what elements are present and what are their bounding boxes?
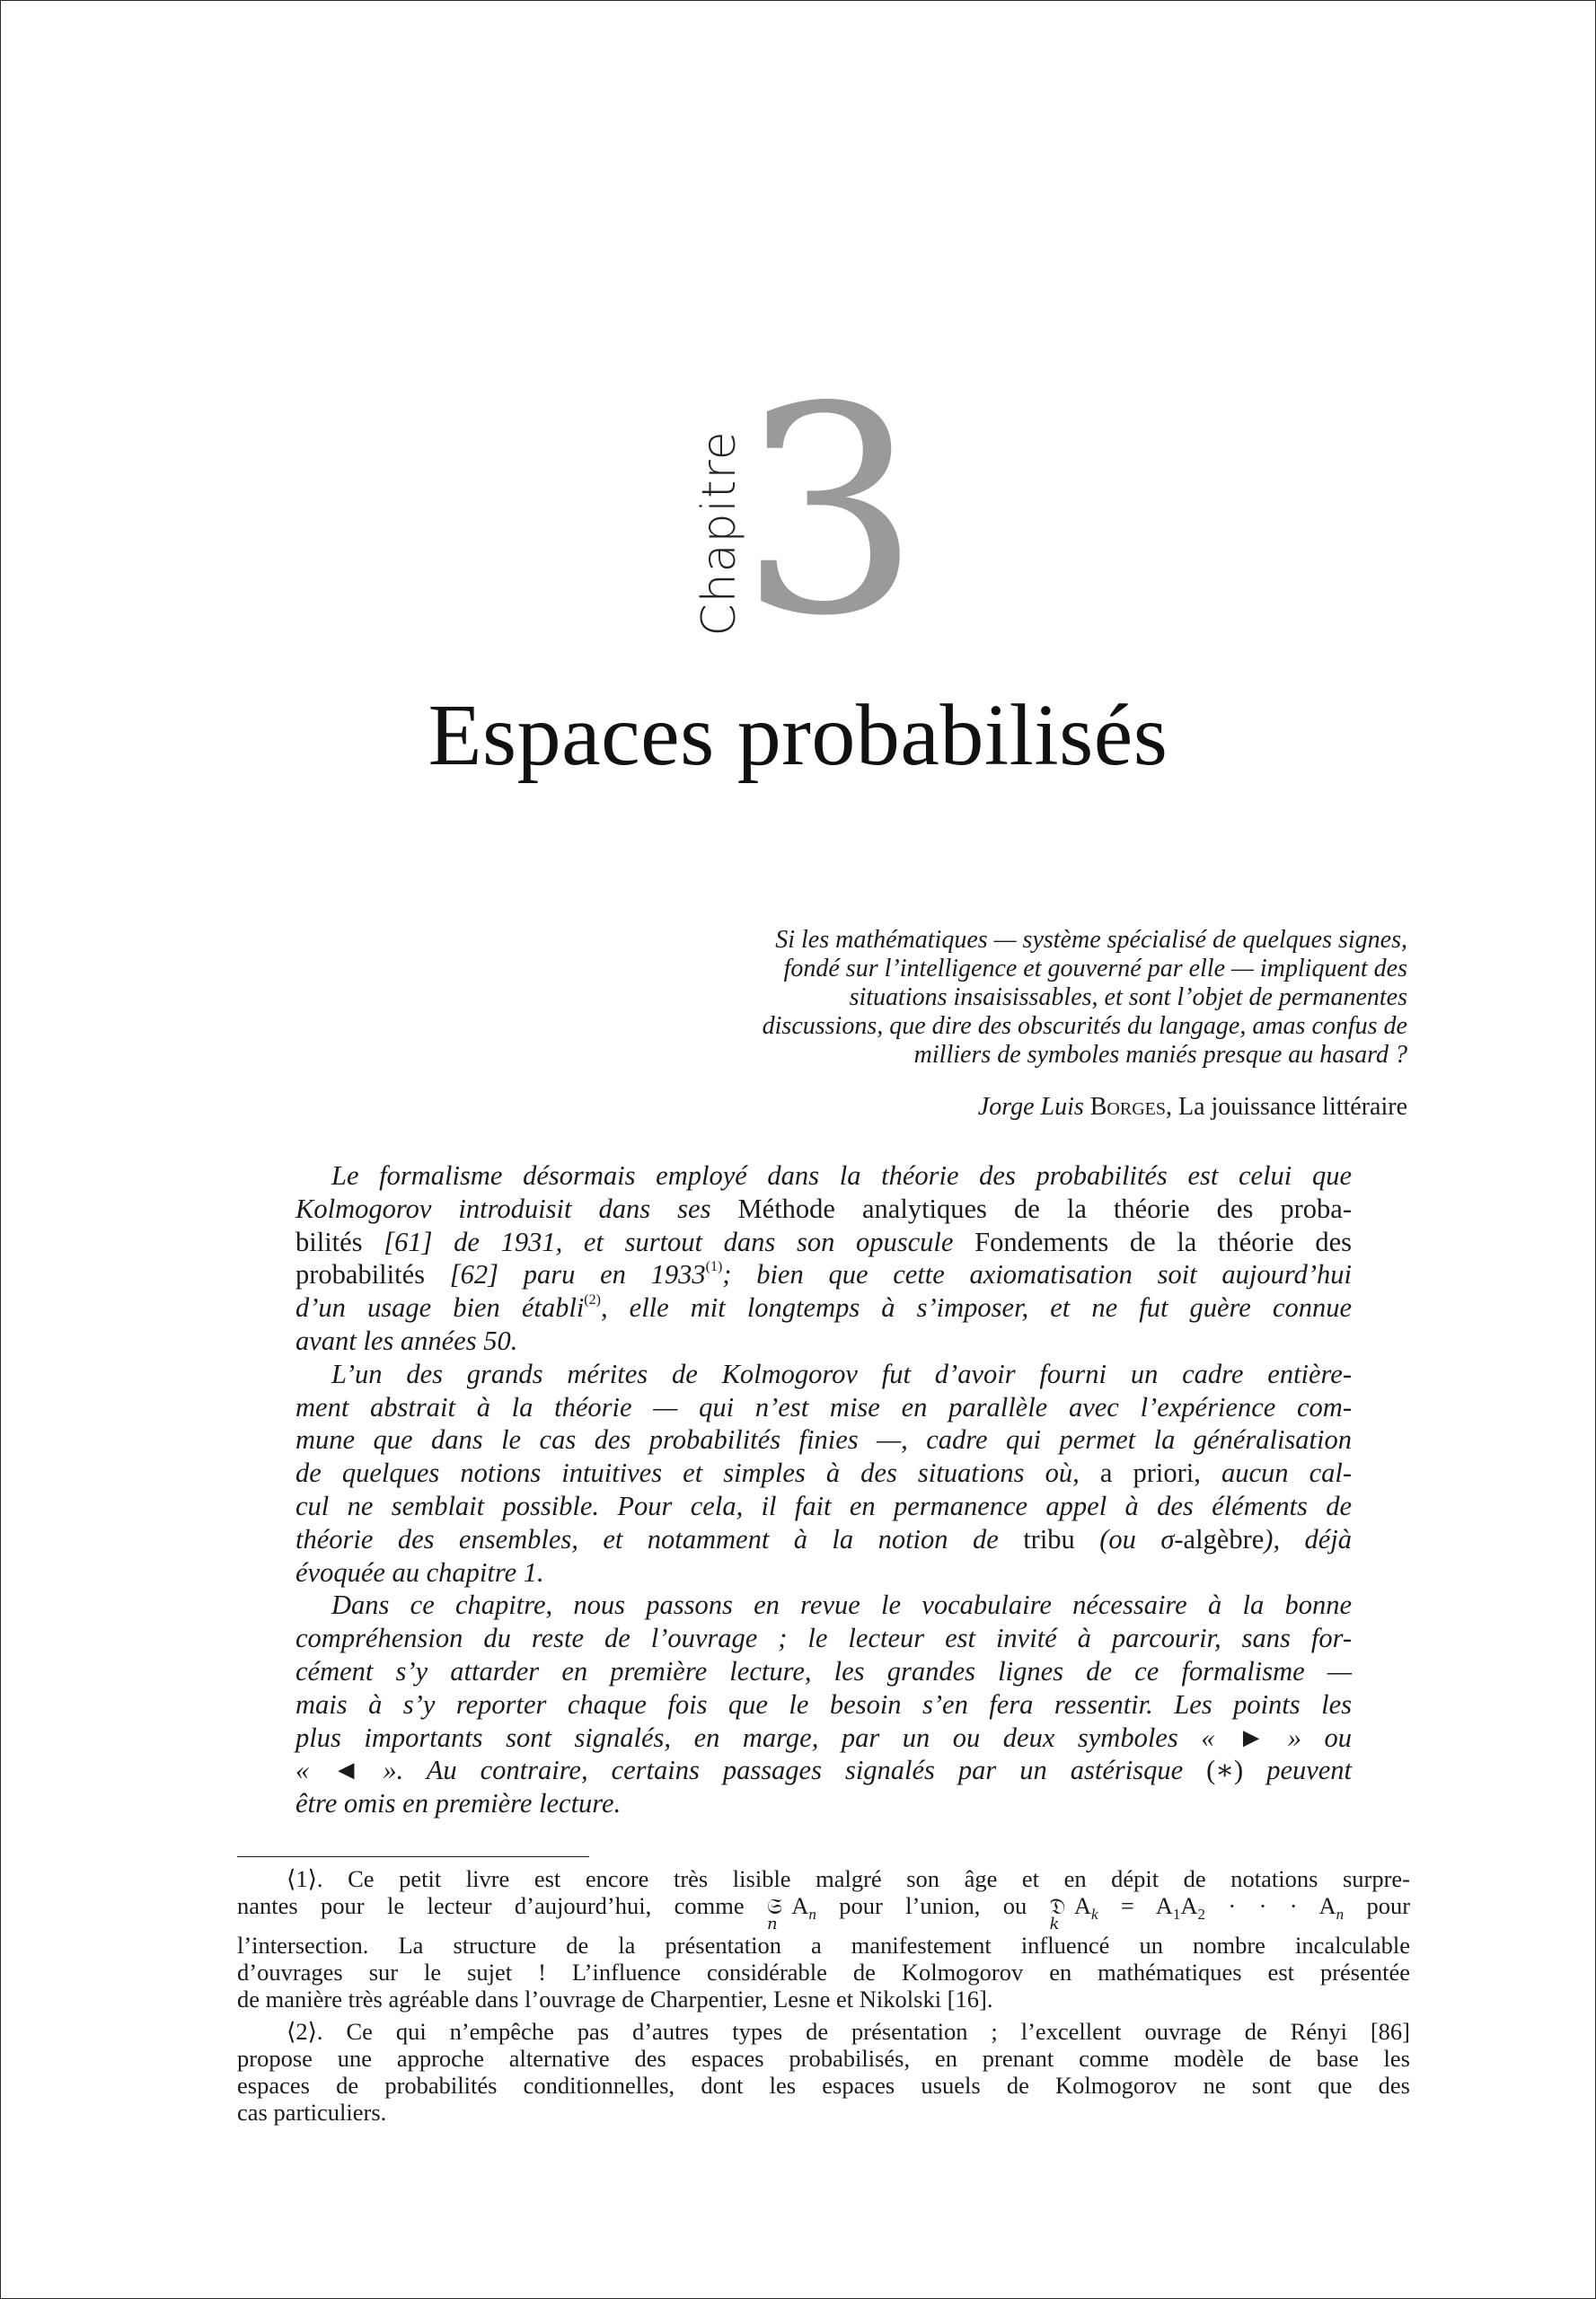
text-run: être omis en première lecture. [295, 1788, 622, 1819]
book-title: Méthode analytiques de la théorie des proba- [737, 1193, 1353, 1224]
footnote-marker[interactable]: (2) [584, 1292, 601, 1308]
text-run: l’intersection. La structure de la présentation a manifestement influencé un nombre incalculable [237, 1932, 1410, 1959]
union-operator [766, 1893, 787, 1933]
math-expression [1070, 1892, 1345, 1923]
chapter-title: Espaces probabilisés [428, 687, 1168, 784]
footnote-separator [237, 1856, 589, 1857]
body-line [295, 1787, 1352, 1820]
footnote-1 [237, 1865, 1410, 2013]
math-var: = A [1120, 1892, 1173, 1919]
text-run: mais à s’y reporter chaque fois que le besoin s’en fera ressentir. Les points les [295, 1688, 1352, 1720]
footnote-line [237, 2018, 1410, 2045]
body-line [295, 1258, 1352, 1291]
text-run: évoquée au chapitre 1. [295, 1556, 544, 1588]
body-line [295, 1722, 1352, 1755]
intersection-operator [1049, 1893, 1070, 1933]
text-run: compréhension du reste de l’ouvrage ; le lecteur est invité à parcourir, sans for- [295, 1623, 1352, 1654]
text-run: ment abstrait à la théorie — qui n’est mise en parallèle avec l’expérience com- [295, 1391, 1352, 1423]
math-var: A [1180, 1892, 1198, 1919]
text-run: de manière très agréable dans l’ouvrage de Charpentier, Lesne et Nikolski [16]. [237, 1986, 993, 2013]
footnote-line [237, 2045, 1410, 2072]
text-run: Dans ce chapitre, nous passons en revue le vocabulaire nécessaire à la bonne [331, 1590, 1352, 1621]
latin-phrase: a priori, [1099, 1458, 1201, 1489]
text-run: d’ouvrages sur le sujet ! L’influence considérable de Kolmogorov en mathématiques est présentée [237, 1959, 1410, 1986]
citation: [62] paru en [449, 1259, 626, 1290]
text-run: ; bien que cette axiomatisation soit aujourd’hui [722, 1259, 1352, 1290]
math-subscript: n [1336, 1906, 1345, 1923]
text-run: Kolmogorov introduisit dans ses [295, 1193, 711, 1224]
body-line [295, 1556, 1352, 1590]
math-subscript: 1 [1172, 1906, 1181, 1923]
body-line [295, 1291, 1352, 1325]
text-run: aucun cal- [1221, 1458, 1353, 1489]
epigraph-author-first: Jorge Luis [977, 1093, 1084, 1121]
math-var: A [791, 1892, 809, 1919]
text-run: cas particuliers. [237, 2099, 387, 2126]
term: tribu [1023, 1523, 1075, 1555]
body-line [295, 1688, 1352, 1722]
text-run: peuvent [1266, 1755, 1353, 1786]
citation: [61] de [384, 1226, 480, 1257]
term: algèbre [1183, 1523, 1265, 1555]
epigraph-attribution: Jorge Luis Borges, La jouissance littéraire [977, 1093, 1407, 1121]
body-line [295, 1325, 1352, 1358]
book-title: Fondements de la théorie des [974, 1226, 1353, 1257]
body-line [295, 1589, 1352, 1622]
body-line [295, 1391, 1352, 1424]
text-run: pour l’union, ou [839, 1892, 1027, 1919]
text-run: cément s’y attarder en première lecture, les grandes lignes de ce formalisme — [295, 1655, 1352, 1687]
text-run: ), déjà [1264, 1523, 1353, 1555]
math-subscript: 2 [1197, 1906, 1206, 1923]
body-line [295, 1457, 1352, 1490]
footnote-line [237, 1892, 1410, 1932]
text-run: avant les années 50. [295, 1325, 518, 1356]
operator-index: k [1049, 1915, 1060, 1933]
chapter-intro-text [295, 1159, 1352, 1820]
body-line [295, 1655, 1352, 1688]
math-expression [787, 1892, 816, 1923]
body-line [295, 1523, 1352, 1556]
chapter-number: 3 [739, 346, 921, 678]
footnote-2 [237, 2018, 1410, 2126]
body-line [295, 1358, 1352, 1391]
footnote-line [237, 1865, 1410, 1892]
intersection-symbol: 𝔇 [1049, 1894, 1066, 1919]
asterisk-symbol: (∗) [1206, 1755, 1244, 1786]
book-title: bilités [295, 1226, 363, 1257]
body-line [295, 1622, 1352, 1655]
body-line [295, 1193, 1352, 1226]
body-line [295, 1423, 1352, 1457]
footnote-line [237, 1959, 1410, 1986]
text-run: plus importants sont signalés, en marge, par un ou deux symboles « ► » ou [295, 1722, 1352, 1753]
text-run: ⟨1⟩. Ce petit livre est encore très lisible malgré son âge et en dépit de notations surpre- [287, 1865, 1410, 1892]
body-line [295, 1754, 1352, 1787]
text-run: Le formalisme désormais employé dans la théorie des probabilités est celui que [331, 1160, 1352, 1191]
epigraph [621, 926, 1407, 1070]
text-run: « ◄ ». Au contraire, certains passages signalés par un astérisque [295, 1755, 1184, 1786]
math-subscript: n [808, 1906, 816, 1923]
text-run: d’un usage bien établi [295, 1292, 585, 1324]
chapter-label: Chapitre [692, 430, 746, 637]
text-run: nantes pour le lecteur d’aujourd’hui, comme [237, 1892, 745, 1919]
text-run: (ou σ- [1099, 1523, 1184, 1555]
math-var: A [1073, 1892, 1092, 1919]
epigraph-work: La jouissance littéraire [1178, 1093, 1407, 1121]
epigraph-line: situations insaisissables, et sont l’objet de permanentes [849, 983, 1407, 1011]
math-var: · · · A [1205, 1892, 1336, 1919]
year: 1931 [500, 1226, 556, 1257]
body-line [295, 1490, 1352, 1523]
footnotes [237, 1865, 1410, 2126]
footnote-line [237, 1986, 1410, 2013]
footnote-line [237, 2072, 1410, 2099]
epigraph-line: discussions, que dire des obscurités du langage, amas confus de [762, 1012, 1407, 1040]
text-run: ⟨2⟩. Ce qui n’empêche pas d’autres types de présentation ; l’excellent ouvrage de Rényi [86] [287, 2018, 1410, 2045]
text-run: théorie des ensembles, et notamment à la notion de [295, 1523, 999, 1555]
text-run: L’un des grands mérites de Kolmogorov fut d’avoir fourni un cadre entière- [331, 1358, 1352, 1389]
operator-index: n [766, 1915, 778, 1933]
text-run: de quelques notions intuitives et simples à des situations où, [295, 1458, 1080, 1489]
epigraph-line: fondé sur l’intelligence et gouverné par elle — impliquent des [783, 955, 1407, 982]
text-run: pour [1366, 1892, 1411, 1919]
footnote-line [237, 2099, 1410, 2126]
epigraph-author-last: Borges [1089, 1093, 1166, 1121]
body-line [295, 1226, 1352, 1259]
text-run: , elle mit longtemps à s’imposer, et ne fut guère connue [600, 1292, 1352, 1324]
text-run: mune que dans le cas des probabilités finies —, cadre qui permet la généralisation [295, 1424, 1352, 1456]
text-run: espaces de probabilités conditionnelles, dont les espaces usuels de Kolmogorov ne sont que des [237, 2072, 1410, 2099]
text-run: propose une approche alternative des espaces probabilisés, en prenant comme modèle de base les [237, 2045, 1410, 2072]
epigraph-line: milliers de symboles maniés presque au hasard ? [913, 1041, 1407, 1069]
epigraph-line: Si les mathématiques — système spécialisé de quelques signes, [775, 926, 1407, 954]
footnote-line [237, 1932, 1410, 1959]
math-subscript: k [1091, 1906, 1098, 1923]
union-symbol: 𝔖 [766, 1894, 782, 1919]
book-title: probabilités [295, 1259, 425, 1290]
body-line [295, 1159, 1352, 1193]
year: 1933 [650, 1259, 706, 1290]
footnote-marker[interactable]: (1) [705, 1259, 723, 1275]
text-run: , et surtout dans son opuscule [555, 1226, 954, 1257]
text-run: cul ne semblait possible. Pour cela, il fait en permanence appel à des éléments de [295, 1490, 1352, 1521]
